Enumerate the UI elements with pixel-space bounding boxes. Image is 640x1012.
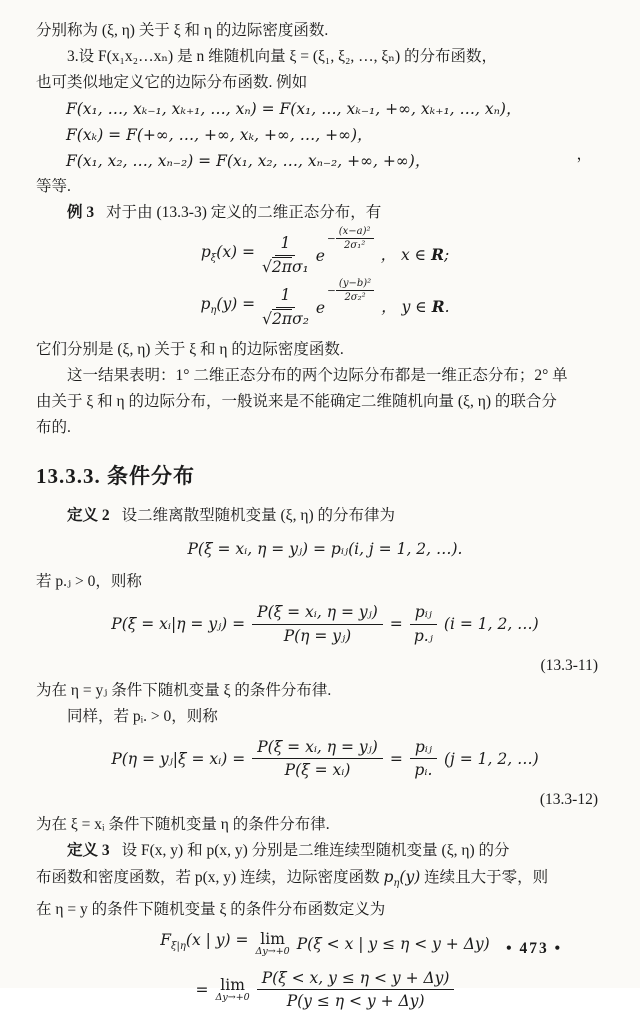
joint-law-formula: P(ξ = xᵢ, η = yⱼ) = pᵢⱼ(i, j = 1, 2, …). [187,539,463,558]
section-heading: 13.3.3. 条件分布 [36,463,195,488]
definition3-label: 定义 3 [67,842,110,860]
eq11-lhs: P(ξ = xᵢ|η = yⱼ) = [111,615,246,634]
p-xi-tail: ， x ∈ R; [380,245,450,265]
p-xi-fraction: $\frac{1}{\text{√2πσ₁}}$ [262,234,309,276]
paragraph-example3 [36,200,614,226]
eq11-fraction2: $\frac{\text{pᵢⱼ}}{\text{p.ⱼ}}$ [410,602,437,647]
display-formula-conditional-cdf-line2 [36,968,614,1012]
paragraph-result-line3: 布的. [36,418,71,436]
flim2-equals: = [195,980,209,999]
paragraph-result-line2: 由关于 ξ 和 η 的边际分布，一般说来是不能确定二维随机向量 (ξ, η) 的联合分 [36,392,557,410]
eq11-equals: = [389,615,403,634]
eq12-lhs: P(η = yⱼ|ξ = xᵢ) = [111,749,246,768]
eq12-tail: (j = 1, 2, …) [443,749,539,768]
equation-number-13-3-11: (13.3-11) [540,656,598,674]
paragraph-definition3-line3: 在 η = y 的条件下随机变量 ξ 的条件分布函数定义为 [36,901,386,919]
eq11-tail: (i = 1, 2, …) [443,615,539,634]
definition3-text: 设 F(x, y) 和 p(x, y) 分别是二维连续型随机变量 (ξ, η) 的分 [121,842,510,860]
flim-rhs1: P(ξ < x | y ≤ η < y + Δy) [296,935,490,954]
p-eta-exponential: e − $\frac{\text{(y−b)²}}{\text{2σ₂²}}$ [316,294,374,321]
paragraph-similarly: 同样，若 pᵢ. > 0，则称 [67,707,218,725]
display-formula-joint-law [36,536,614,562]
paragraph-definition2 [36,503,614,529]
eq12-fraction2: $\frac{\text{pᵢⱼ}}{\text{pᵢ.}}$ [410,737,437,782]
paragraph-if-pj-positive: 若 p.ⱼ > 0，则称 [36,572,142,590]
scan-artifact: ， [576,146,592,163]
flim2-fraction: $\frac{P(\xi < x, y \le \eta < y + \Delta y)}{P(y \le \eta < y + \Delta y)}$ [257,968,455,1012]
inline-p-eta: $p_\eta(y)$ [383,868,421,890]
definition2-label: 定义 2 [67,506,110,524]
paragraph-item3-line1: 3.设 F(x₁x₂…xₙ) 是 n 维随机向量 ξ = (ξ₁, ξ₂, …, ξₙ) 的分布函数， [67,48,498,65]
formula-F-marginal-3: F(x₁, x₂, …, xₙ₋₂) = F(x₁, x₂, …, xₙ₋₂, +∞, +∞)， [66,152,431,170]
eq12-equals: = [389,749,403,768]
display-formula-13-3-11 [36,602,614,647]
flim-lhs: $F_{\xi|\eta}(x$ | y) = [160,931,249,953]
p-eta-tail: ， y ∈ R. [381,297,450,317]
paragraph-definition3-line1 [36,838,614,864]
paragraph-result-line1: 这一结果表明：1° 二维正态分布的两个边际分布都是一维正态分布；2° 单 [67,366,568,384]
eq12-fraction1: $\frac{\text{P(ξ = xᵢ, η = yⱼ)}}{\text{P(ξ = xᵢ)}}$ [252,737,383,782]
p-eta-lhs: $p_\eta(y)$ = [200,294,256,316]
p-eta-fraction: $\frac{1}{\text{√2πσ₂}}$ [262,285,309,328]
paragraph-etc: 等等. [36,178,71,195]
page-number: • 473 • [506,940,562,957]
formula-F-marginal-1: F(x₁, …, xₖ₋₁, xₖ₊₁, …, xₙ) = F(x₁, …, xₖ₋₁, +∞, xₖ₊₁, …, xₙ)， [66,100,522,118]
p-xi-exponential: e − $\frac{\text{(x−a)²}}{\text{2σ₁²}}$ [316,242,374,269]
display-formula-13-3-12 [36,737,614,782]
p-eta-denominator: √2πσ₂ [262,309,309,328]
paragraph-conditional-law-xi: 为在 η = yⱼ 条件下随机变量 ξ 的条件分布律. [36,681,332,699]
formula-F-marginal-2: F(xₖ) = F(+∞, …, +∞, xₖ, +∞, …, +∞)， [66,126,373,144]
paragraph-item3-line2: 也可类似地定义它的边际分布函数. 例如 [36,74,308,91]
limit-operator: lim Δy→+0 [255,929,290,958]
paragraph-they-are: 它们分别是 (ξ, η) 关于 ξ 和 η 的边际密度函数. [36,340,344,358]
limit-operator-2: lim Δy→+0 [215,975,250,1004]
definition2-text: 设二维离散型随机变量 (ξ, η) 的分布律为 [121,506,395,524]
equation-number-13-3-12: (13.3-12) [539,791,598,809]
eq11-fraction1: $\frac{\text{P(ξ = xᵢ, η = yⱼ)}}{\text{P(η = yⱼ)}}$ [252,602,383,647]
p-xi-denominator: √2πσ₁ [262,257,309,276]
formula-group-marginal-F [36,96,614,174]
example3-label: 例 3 [67,204,95,221]
example3-text: 对于由 (13.3-3) 定义的二维正态分布，有 [106,204,382,221]
paragraph-conditional-law-eta: 为在 ξ = xᵢ 条件下随机变量 η 的条件分布律. [36,816,330,834]
display-formula-p-eta [36,277,614,330]
display-formula-p-xi [36,225,614,278]
p-xi-lhs: $p_\xi(x)$ = [200,242,256,264]
paragraph-definition3-line2: 布函数和密度函数，若 p(x, y) 连续，边际密度函数 $p_\eta(y)$ 连续且大于零，则 [36,868,549,890]
paragraph-marginal-density-cont: 分别称为 (ξ, η) 关于 ξ 和 η 的边际密度函数. [36,22,329,39]
